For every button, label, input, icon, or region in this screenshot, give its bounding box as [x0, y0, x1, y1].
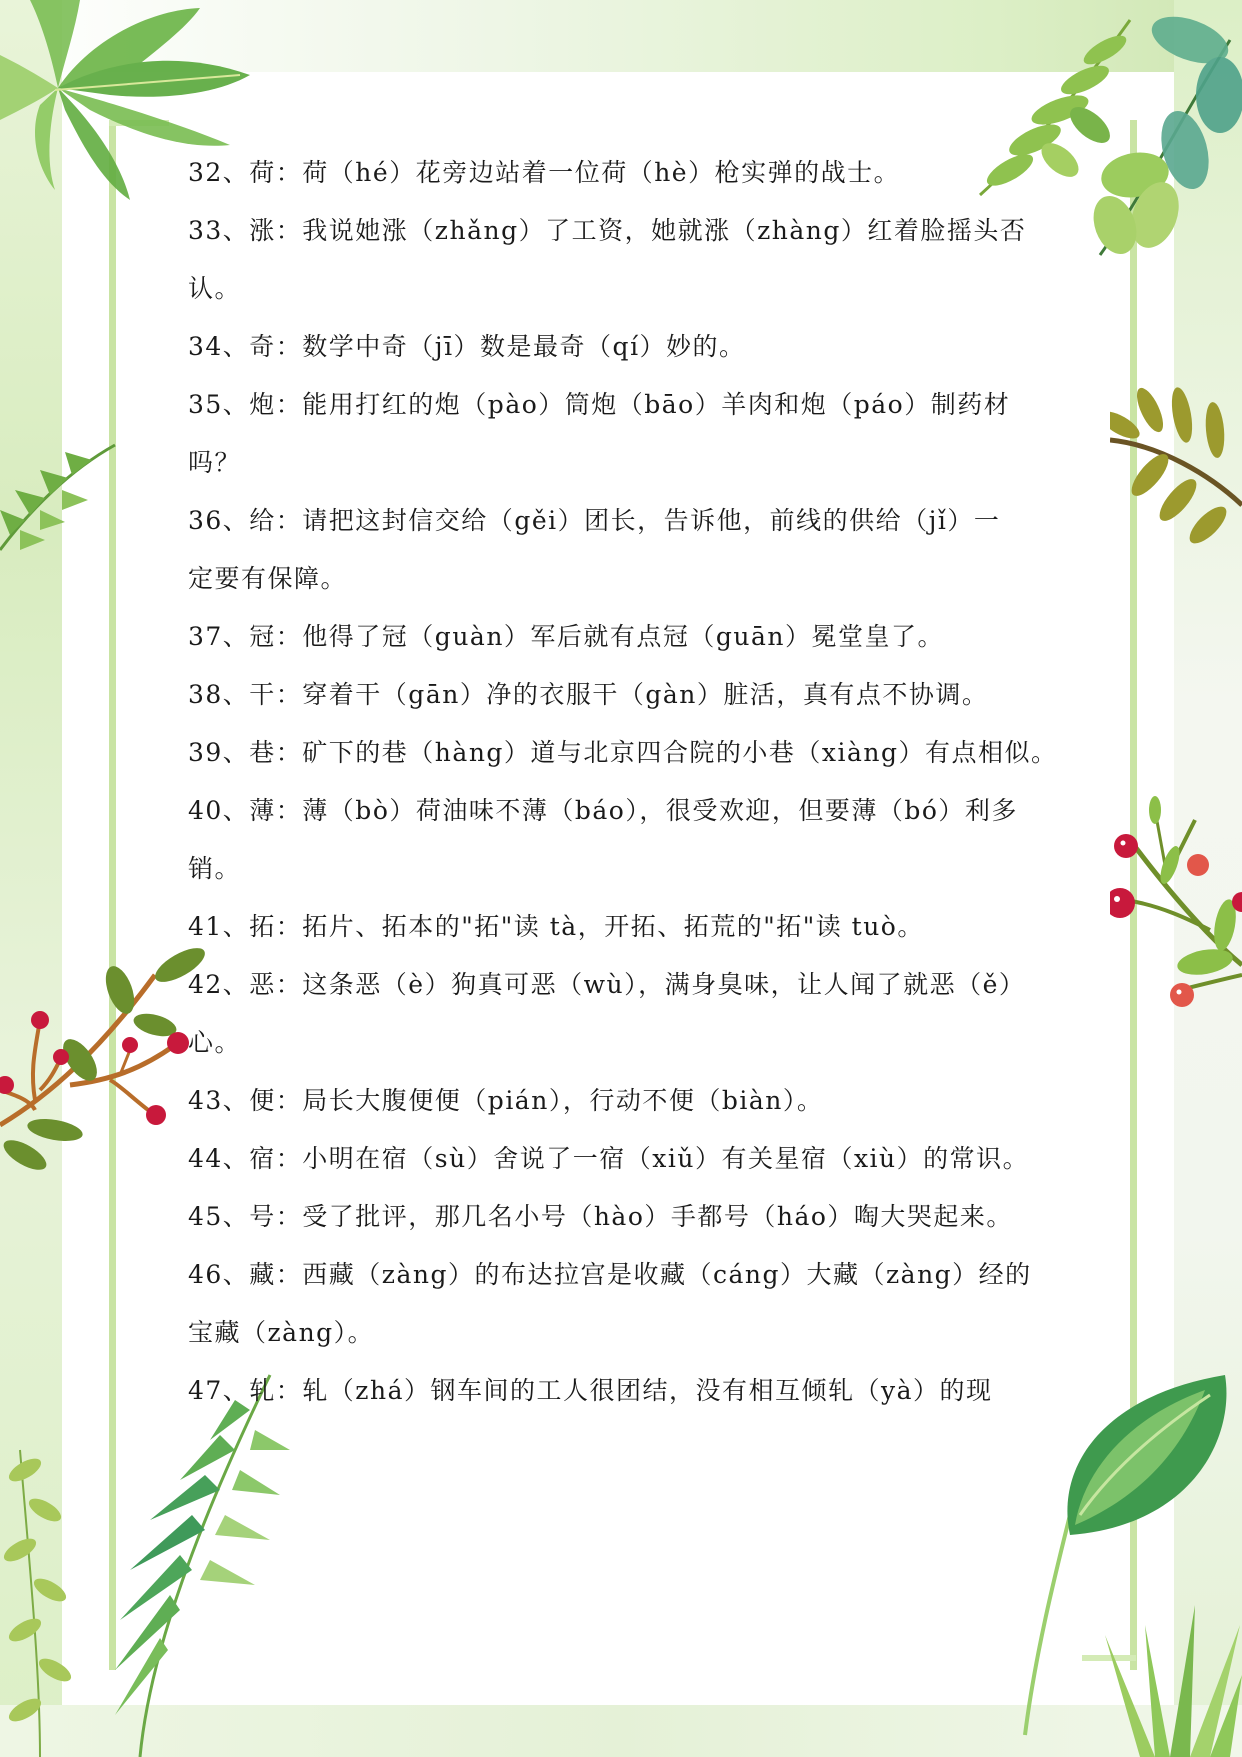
document-body [188, 160, 1058, 1436]
text-line: 吗？ [188, 448, 242, 477]
text-line: 44、宿：小明在宿（sù）舍说了一宿（xiǔ）有关星宿（xiù）的常识。 [188, 1144, 1030, 1173]
text-line: 心。 [188, 1028, 242, 1057]
text-line: 35、炮：能用打红的炮（pào）筒炮（bāo）羊肉和炮（páo）制药材 [188, 390, 1011, 419]
text-line: 47、轧：轧（zhá）钢车间的工人很团结，没有相互倾轧（yà）的现 [188, 1376, 993, 1405]
text-line: 39、巷：矿下的巷（hàng）道与北京四合院的小巷（xiàng）有点相似。 [188, 738, 1058, 767]
text-line: 45、号：受了批评，那几名小号（hào）手都号（háo）啕大哭起来。 [188, 1202, 1013, 1231]
berry-branch-icon [1110, 790, 1242, 1020]
berry-branch-icon [0, 920, 210, 1170]
text-line: 46、藏：西藏（zàng）的布达拉宫是收藏（cáng）大藏（zàng）经的 [188, 1260, 1032, 1289]
olive-sprig-icon [1110, 375, 1242, 555]
text-line: 34、奇：数学中奇（jī）数是最奇（qí）妙的。 [188, 332, 746, 361]
text-line: 宝藏（zàng）。 [188, 1318, 375, 1347]
text-line: 42、恶：这条恶（è）狗真可恶（wù），满身臭味，让人闻了就恶（ě） [188, 970, 1026, 999]
text-line: 定要有保障。 [188, 564, 348, 593]
text-line: 销。 [188, 854, 242, 883]
text-line: 认。 [188, 274, 242, 303]
text-line: 36、给：请把这封信交给（gěi）团长，告诉他，前线的供给（jǐ）一 [188, 506, 1001, 535]
text-line: 38、干：穿着干（gān）净的衣服干（gàn）脏活，真有点不协调。 [188, 680, 989, 709]
text-line: 33、涨：我说她涨（zhǎng）了工资，她就涨（zhàng）红着脸摇头否 [188, 216, 1027, 245]
text-line: 40、薄：薄（bò）荷油味不薄（báo），很受欢迎，但要薄（bó）利多 [188, 796, 1018, 825]
text-line: 41、拓：拓片、拓本的"拓"读 tà，开拓、拓荒的"拓"读 tuò。 [188, 912, 924, 941]
text-line: 43、便：局长大腹便便（pián），行动不便（biàn）。 [188, 1086, 824, 1115]
palm-leaf-icon [0, 440, 120, 560]
text-line: 37、冠：他得了冠（guàn）军后就有点冠（guān）冕堂皇了。 [188, 622, 945, 651]
text-line: 32、荷：荷（hé）花旁边站着一位荷（hè）枪实弹的战士。 [188, 158, 901, 187]
